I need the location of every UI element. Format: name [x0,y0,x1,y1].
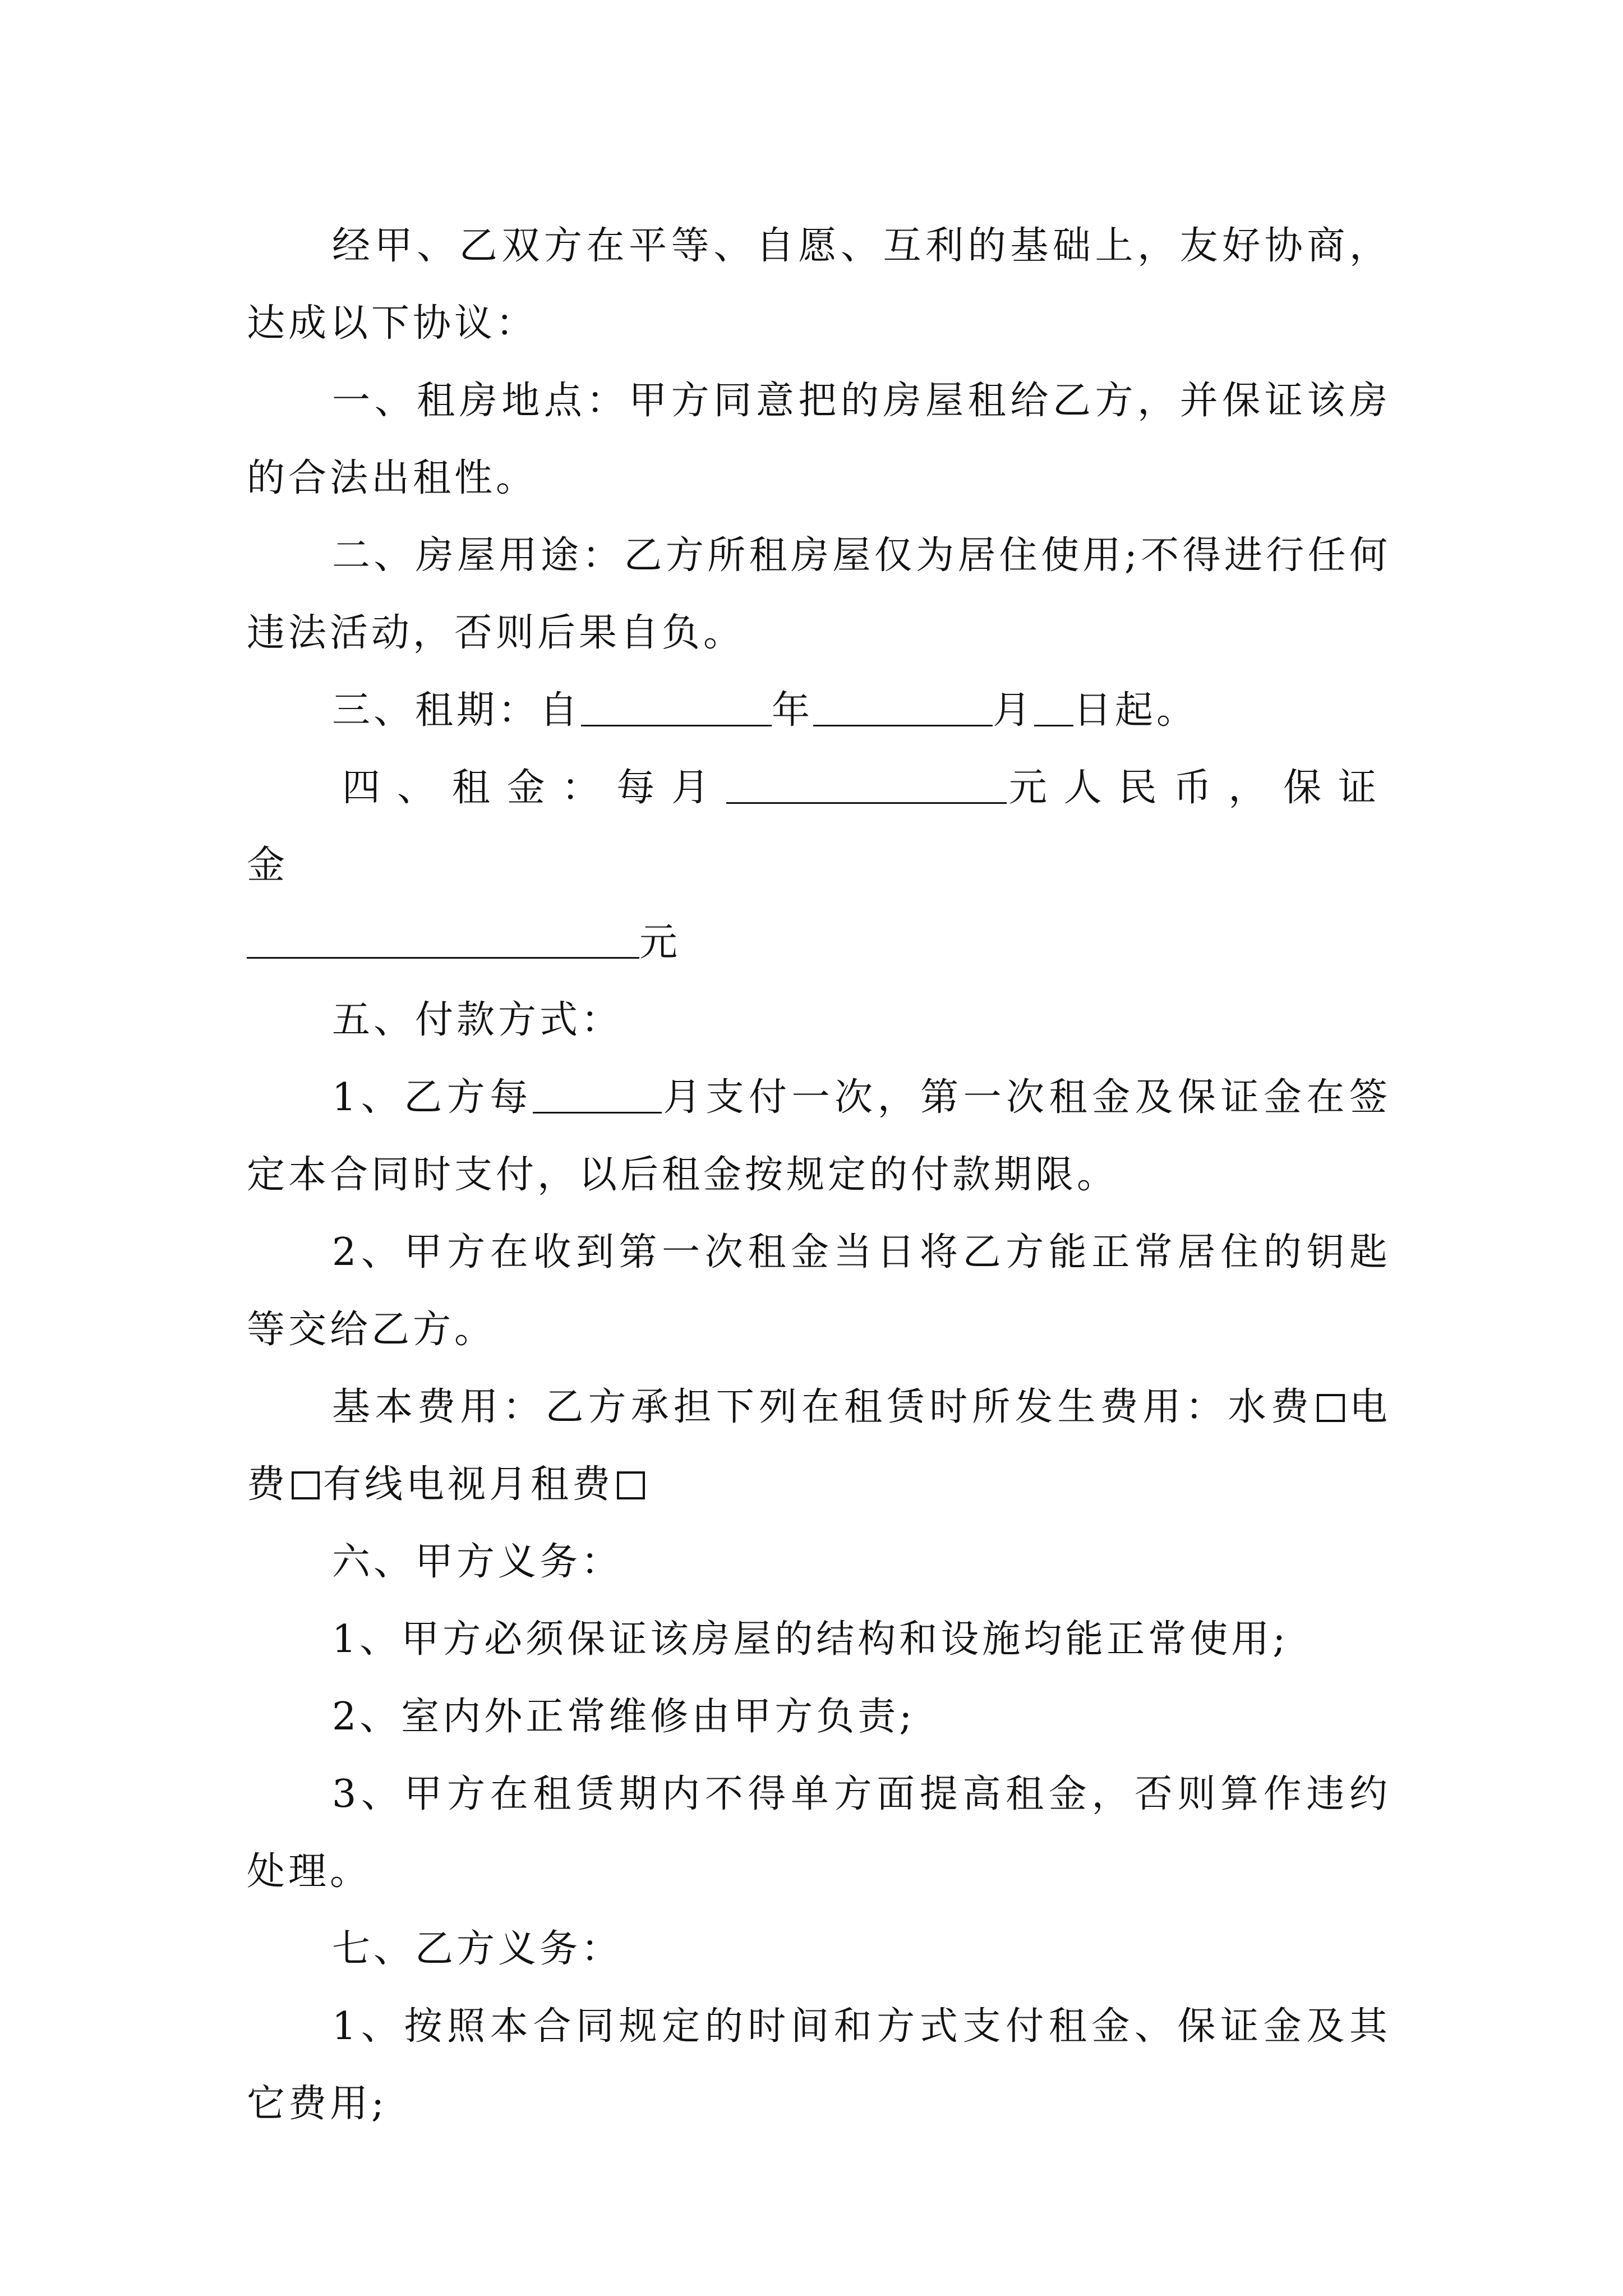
monthly-rent-blank[interactable] [726,769,1007,804]
cable-fee-label: 有线电视月租费 [323,1462,614,1507]
start-day-blank[interactable] [1034,691,1073,726]
section-7-title: 七、乙方义务： [332,1927,623,1971]
payment-interval-blank[interactable] [533,1078,662,1114]
deposit-label: 元人民币，保证金 [247,766,1391,887]
term-label: 三、租期：自 [332,688,582,733]
section-4-rent [247,749,1391,982]
section-2-usage: 二、房屋用途：乙方所租房屋仅为居住使用;不得进行任何违法活动，否则后果自负。 [247,533,1391,655]
section-6-item-1: 1、甲方必须保证该房屋的结构和设施均能正常使用; [332,1617,1289,1662]
contract-body [247,208,1391,2143]
basic-fees-paragraph [247,1369,1391,1524]
section-7-item-1: 1、按照本合同规定的时间和方式支付租金、保证金及其它费用; [247,2004,1391,2126]
electric-fee-label: 电费 [247,1385,1391,1507]
section-3-term [247,672,1391,749]
deposit-unit: 元 [639,921,681,965]
section-5-item-1 [247,1059,1391,1214]
day-label: 日起。 [1073,688,1198,733]
section-5-title: 五、付款方式： [332,998,623,1042]
water-fee-checkbox[interactable] [1317,1394,1345,1422]
year-label: 年 [772,688,814,733]
section-1-location: 一、租房地点：甲方同意把的房屋租给乙方，并保证该房的合法出租性。 [247,379,1391,500]
start-month-blank[interactable] [813,691,993,726]
section-6-item-2: 2、室内外正常维修由甲方负责; [332,1695,916,1739]
section-5-item-2: 2、甲方在收到第一次租金当日将乙方能正常居住的钥匙等交给乙方。 [247,1230,1391,1352]
payment-interval-text: 月支付一次，第一次租金及保证金在签定本合同时支付，以后租金按规定的付款期限。 [247,1075,1391,1197]
electric-fee-checkbox[interactable] [292,1471,320,1499]
rent-label: 四、租金：每月 [342,766,726,810]
section-6-title: 六、甲方义务： [332,1540,623,1584]
month-label: 月 [993,688,1035,733]
deposit-blank[interactable] [247,923,639,959]
section-6-item-3: 3、甲方在租赁期内不得单方面提高租金，否则算作违约处理。 [247,1772,1391,1894]
payment-interval-label: 1、乙方每 [332,1075,533,1120]
start-year-blank[interactable] [581,691,772,726]
intro-paragraph: 经甲、乙双方在平等、自愿、互利的基础上，友好协商，达成以下协议： [247,224,1391,346]
water-fee-label: 基本费用：乙方承担下列在租赁时所发生费用：水费 [332,1385,1313,1429]
cable-fee-checkbox[interactable] [617,1471,645,1499]
